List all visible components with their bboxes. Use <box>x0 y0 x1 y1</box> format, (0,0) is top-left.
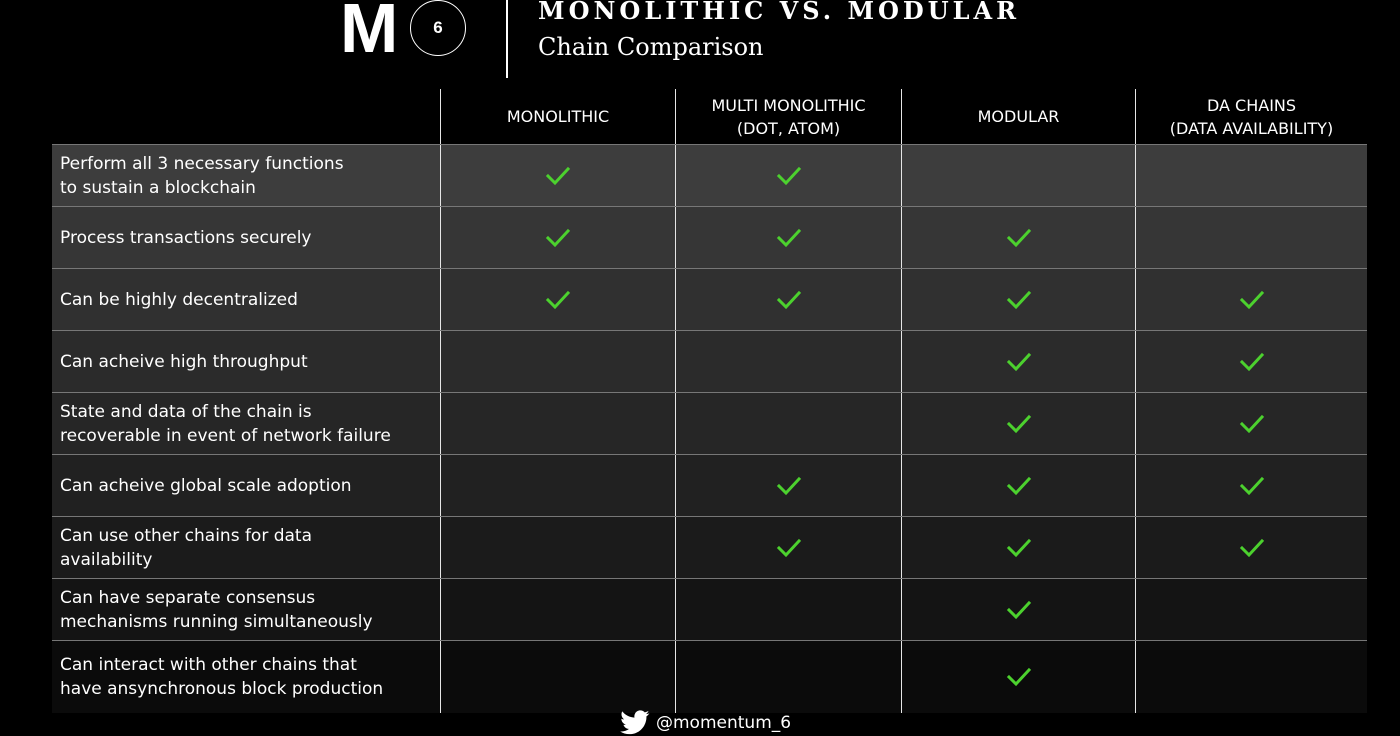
logo-number-badge <box>410 0 466 56</box>
checkmark-icon <box>776 537 802 559</box>
check-cell <box>440 579 675 640</box>
page-subtitle: Chain Comparison <box>538 33 764 61</box>
checkmark-icon <box>1006 599 1032 621</box>
table-row <box>52 578 1367 640</box>
check-cell <box>440 269 675 330</box>
table-row <box>52 454 1367 516</box>
check-cell <box>440 331 675 392</box>
check-cell <box>901 517 1135 578</box>
row-label-cell <box>52 641 440 713</box>
row-label-line: recoverable in event of network failure <box>60 425 391 446</box>
header-divider <box>506 0 508 78</box>
checkmark-icon <box>1239 289 1265 311</box>
row-label-line: Can interact with other chains that <box>60 655 357 675</box>
table-row <box>52 206 1367 268</box>
check-cell <box>675 579 901 640</box>
row-label-cell <box>52 517 440 578</box>
row-label-line: Can have separate consensus <box>60 587 316 608</box>
row-label-line: Can acheive high throughput <box>60 351 308 372</box>
checkmark-icon <box>1239 475 1265 497</box>
check-cell <box>440 145 675 206</box>
check-cell <box>675 207 901 268</box>
table-row <box>52 268 1367 330</box>
checkmark-icon <box>1239 537 1265 559</box>
table-row <box>52 516 1367 578</box>
row-label-line: availability <box>60 549 153 570</box>
check-cell <box>440 517 675 578</box>
row-label-line: Can use other chains for data <box>60 525 313 546</box>
row-label-cell <box>52 455 440 516</box>
row-label-line: Can acheive global scale adoption <box>60 475 352 496</box>
checkmark-icon <box>1006 475 1032 497</box>
check-cell <box>901 579 1135 640</box>
checkmark-icon <box>1006 289 1032 311</box>
check-cell <box>901 455 1135 516</box>
row-label-cell <box>52 207 440 268</box>
comparison-table <box>52 89 1367 713</box>
check-cell <box>1135 641 1367 713</box>
column-header-line: (DOT, ATOM) <box>736 118 841 138</box>
row-label-cell <box>52 269 440 330</box>
table-header-row <box>52 89 1367 144</box>
check-cell <box>440 207 675 268</box>
logo-number: 6 <box>433 18 443 37</box>
check-cell <box>901 641 1135 713</box>
row-label-line: State and data of the chain is <box>60 401 312 422</box>
check-cell <box>901 269 1135 330</box>
check-cell <box>440 641 675 713</box>
check-cell <box>675 331 901 392</box>
check-cell <box>1135 145 1367 206</box>
table-body <box>52 144 1367 713</box>
row-label-line: Perform all 3 necessary functions <box>60 153 344 174</box>
check-cell <box>901 145 1135 206</box>
checkmark-icon <box>1006 666 1032 688</box>
row-label-cell <box>52 145 440 206</box>
header-empty-cell <box>52 89 440 144</box>
row-label-cell <box>52 579 440 640</box>
checkmark-icon <box>1239 413 1265 435</box>
row-label-line: Can be highly decentralized <box>60 289 298 310</box>
footer-handle: @momentum_6 <box>656 713 792 733</box>
logo-letter: M <box>340 0 399 67</box>
column-header-line: MODULAR <box>977 107 1060 126</box>
checkmark-icon <box>545 289 571 311</box>
checkmark-icon <box>776 475 802 497</box>
check-cell <box>440 393 675 454</box>
check-cell <box>440 455 675 516</box>
page-title: MONOLITHIC VS. MODULAR <box>538 0 1021 25</box>
checkmark-icon <box>1006 413 1032 435</box>
row-label-line: have ansynchronous block production <box>60 679 384 699</box>
checkmark-icon <box>1006 537 1032 559</box>
row-label-line: Process transactions securely <box>60 227 312 248</box>
column-header-modular <box>901 89 1135 144</box>
column-header-monolithic <box>440 89 675 144</box>
checkmark-icon <box>1006 227 1032 249</box>
check-cell <box>1135 579 1367 640</box>
column-header-da-chains <box>1135 89 1367 144</box>
table-row <box>52 392 1367 454</box>
row-label-line: to sustain a blockchain <box>60 177 256 198</box>
column-header-line: MULTI MONOLITHIC <box>711 95 866 115</box>
checkmark-icon <box>776 227 802 249</box>
check-cell <box>901 207 1135 268</box>
check-cell <box>675 517 901 578</box>
check-cell <box>1135 269 1367 330</box>
column-header-line: DA CHAINS <box>1206 95 1297 115</box>
check-cell <box>675 269 901 330</box>
check-cell <box>675 641 901 713</box>
column-header-multi-monolithic <box>675 89 901 144</box>
check-cell <box>675 393 901 454</box>
check-cell <box>1135 331 1367 392</box>
checkmark-icon <box>1239 351 1265 373</box>
table-row <box>52 640 1367 713</box>
column-header-line: (DATA AVAILABILITY) <box>1169 118 1334 138</box>
check-cell <box>675 455 901 516</box>
check-cell <box>1135 207 1367 268</box>
check-cell <box>901 393 1135 454</box>
check-cell <box>675 145 901 206</box>
checkmark-icon <box>545 227 571 249</box>
row-label-line: mechanisms running simultaneously <box>60 611 373 632</box>
checkmark-icon <box>776 165 802 187</box>
footer <box>618 710 791 736</box>
checkmark-icon <box>545 165 571 187</box>
check-cell <box>901 331 1135 392</box>
table-row <box>52 144 1367 206</box>
table-row <box>52 330 1367 392</box>
twitter-bird-icon <box>618 710 652 736</box>
column-header-line: MONOLITHIC <box>506 107 610 126</box>
checkmark-icon <box>776 289 802 311</box>
check-cell <box>1135 393 1367 454</box>
row-label-cell <box>52 331 440 392</box>
row-label-cell <box>52 393 440 454</box>
check-cell <box>1135 517 1367 578</box>
check-cell <box>1135 455 1367 516</box>
checkmark-icon <box>1006 351 1032 373</box>
